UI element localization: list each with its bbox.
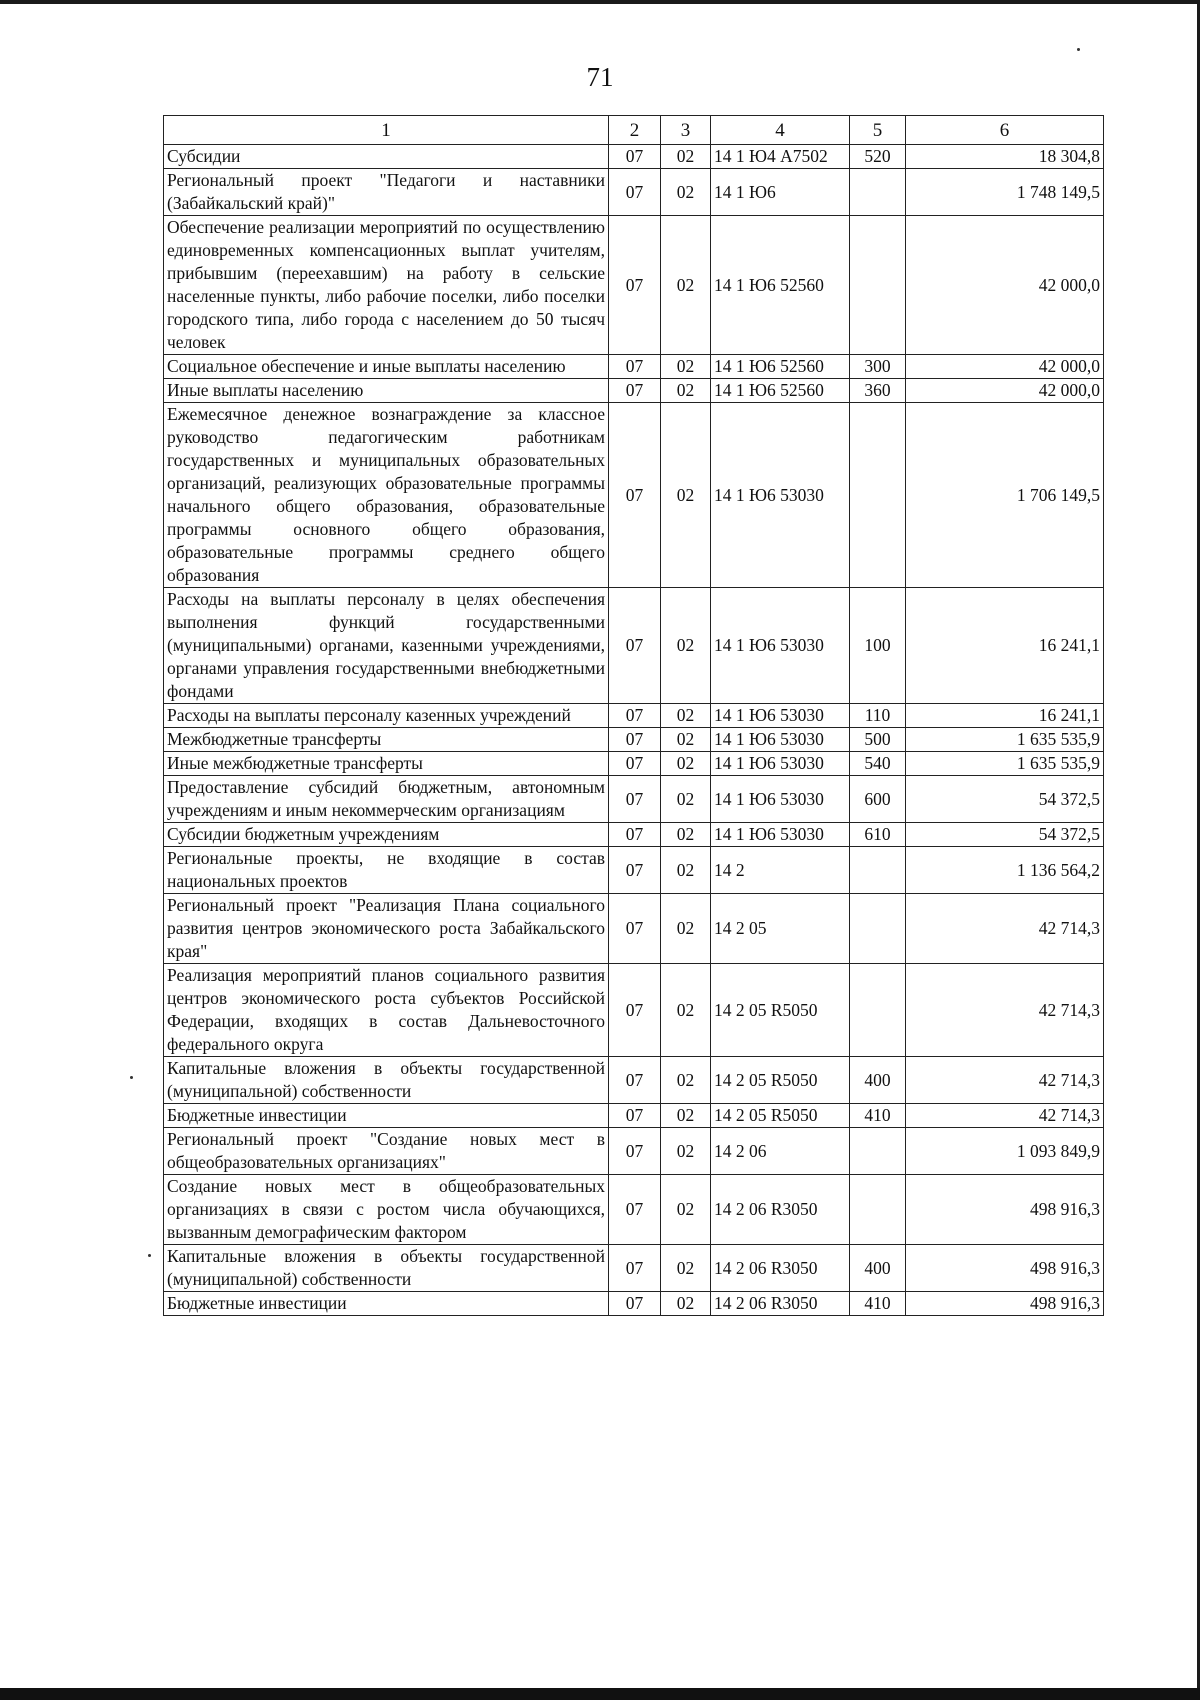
subsection-code-cell: 02 [661,216,711,355]
table-row [164,752,1104,776]
target-article-cell: 14 2 06 [711,1128,850,1175]
section-code-cell: 07 [609,588,661,704]
target-article-cell: 14 1 Ю6 53030 [711,704,850,728]
table-row [164,1292,1104,1316]
target-article-cell: 14 1 Ю6 52560 [711,216,850,355]
amount-cell: 498 916,3 [906,1292,1104,1316]
row-name-cell: Иные выплаты населению [164,379,609,403]
target-article-cell: 14 1 Ю6 53030 [711,728,850,752]
target-article-cell: 14 2 06 R3050 [711,1175,850,1245]
amount-cell: 42 714,3 [906,894,1104,964]
amount-cell: 42 000,0 [906,379,1104,403]
subsection-code-cell: 02 [661,588,711,704]
table-header-row [164,116,1104,145]
column-header: 3 [661,116,711,145]
amount-cell: 42 714,3 [906,1104,1104,1128]
amount-cell: 498 916,3 [906,1175,1104,1245]
subsection-code-cell: 02 [661,823,711,847]
row-name-cell: Межбюджетные трансферты [164,728,609,752]
column-header: 1 [164,116,609,145]
target-article-cell: 14 1 Ю6 [711,169,850,216]
scan-speck [148,1254,151,1257]
expense-type-cell: 100 [850,588,906,704]
page-number: 71 [586,62,614,92]
expense-type-cell: 400 [850,1245,906,1292]
row-name-cell: Иные межбюджетные трансферты [164,752,609,776]
amount-cell: 1 748 149,5 [906,169,1104,216]
target-article-cell: 14 2 05 R5050 [711,964,850,1057]
scan-speck [1077,48,1080,51]
expense-type-cell [850,403,906,588]
expense-type-cell [850,894,906,964]
section-code-cell: 07 [609,1128,661,1175]
subsection-code-cell: 02 [661,964,711,1057]
table-row [164,704,1104,728]
subsection-code-cell: 02 [661,847,711,894]
expense-type-cell [850,169,906,216]
section-code-cell: 07 [609,964,661,1057]
expense-type-cell: 610 [850,823,906,847]
row-name-cell: Реализация мероприятий планов социального развития центров экономического роста субъектов Российской Федерации, входящих в состав Дальневосточного федерального округа [164,964,609,1057]
target-article-cell: 14 2 05 R5050 [711,1057,850,1104]
row-name-cell: Расходы на выплаты персоналу в целях обеспечения выполнения функций государственными (муниципальными) органами, казенными учреждениями, органами управления государственными внебюджетными фондами [164,588,609,704]
subsection-code-cell: 02 [661,1057,711,1104]
row-name-cell: Капитальные вложения в объекты государственной (муниципальной) собственности [164,1057,609,1104]
target-article-cell: 14 1 Ю6 53030 [711,776,850,823]
section-code-cell: 07 [609,216,661,355]
table-row [164,145,1104,169]
subsection-code-cell: 02 [661,1292,711,1316]
amount-cell: 1 706 149,5 [906,403,1104,588]
amount-cell: 42 000,0 [906,216,1104,355]
table-row [164,776,1104,823]
section-code-cell: 07 [609,847,661,894]
expense-type-cell: 540 [850,752,906,776]
row-name-cell: Региональный проект "Создание новых мест в общеобразовательных организациях" [164,1128,609,1175]
amount-cell: 16 241,1 [906,704,1104,728]
subsection-code-cell: 02 [661,1245,711,1292]
section-code-cell: 07 [609,355,661,379]
section-code-cell: 07 [609,728,661,752]
row-name-cell: Предоставление субсидий бюджетным, автономным учреждениям и иным некоммерческим организациям [164,776,609,823]
section-code-cell: 07 [609,379,661,403]
table-row [164,403,1104,588]
subsection-code-cell: 02 [661,894,711,964]
section-code-cell: 07 [609,403,661,588]
row-name-cell: Ежемесячное денежное вознаграждение за классное руководство педагогическим работникам государственных и муниципальных образовательных организаций, реализующих образовательные программы начального общего образования, образовательные программы основного общего образования, образовательные программы среднего общего образования [164,403,609,588]
subsection-code-cell: 02 [661,1128,711,1175]
row-name-cell: Региональный проект "Педагоги и наставники (Забайкальский край)" [164,169,609,216]
row-name-cell: Субсидии бюджетным учреждениям [164,823,609,847]
scan-speck [130,1076,133,1079]
section-code-cell: 07 [609,704,661,728]
target-article-cell: 14 1 Ю4 А7502 [711,145,850,169]
expense-type-cell: 410 [850,1104,906,1128]
table-body [164,145,1104,1316]
table-row [164,1104,1104,1128]
row-name-cell: Создание новых мест в общеобразовательных организациях в связи с ростом числа обучающихся, вызванным демографическим фактором [164,1175,609,1245]
expense-type-cell [850,847,906,894]
section-code-cell: 07 [609,169,661,216]
expense-type-cell: 500 [850,728,906,752]
row-name-cell: Региональный проект "Реализация Плана социального развития центров экономического роста Забайкальского края" [164,894,609,964]
section-code-cell: 07 [609,752,661,776]
row-name-cell: Бюджетные инвестиции [164,1292,609,1316]
amount-cell: 16 241,1 [906,588,1104,704]
row-name-cell: Социальное обеспечение и иные выплаты населению [164,355,609,379]
expense-type-cell [850,216,906,355]
section-code-cell: 07 [609,1292,661,1316]
column-header: 2 [609,116,661,145]
table-row [164,1057,1104,1104]
target-article-cell: 14 2 05 [711,894,850,964]
subsection-code-cell: 02 [661,704,711,728]
table-row [164,847,1104,894]
section-code-cell: 07 [609,1057,661,1104]
subsection-code-cell: 02 [661,169,711,216]
amount-cell: 1 635 535,9 [906,752,1104,776]
expense-type-cell: 410 [850,1292,906,1316]
target-article-cell: 14 1 Ю6 53030 [711,588,850,704]
table-row [164,379,1104,403]
amount-cell: 42 000,0 [906,355,1104,379]
target-article-cell: 14 2 06 R3050 [711,1245,850,1292]
subsection-code-cell: 02 [661,1104,711,1128]
scan-bottom-edge [0,1688,1200,1700]
expense-type-cell: 520 [850,145,906,169]
target-article-cell: 14 1 Ю6 53030 [711,823,850,847]
target-article-cell: 14 2 06 R3050 [711,1292,850,1316]
table-row [164,728,1104,752]
table-row [164,823,1104,847]
row-name-cell: Субсидии [164,145,609,169]
row-name-cell: Бюджетные инвестиции [164,1104,609,1128]
table-row [164,894,1104,964]
row-name-cell: Расходы на выплаты персоналу казенных учреждений [164,704,609,728]
section-code-cell: 07 [609,145,661,169]
subsection-code-cell: 02 [661,355,711,379]
table-row [164,588,1104,704]
amount-cell: 54 372,5 [906,776,1104,823]
table-row [164,1128,1104,1175]
section-code-cell: 07 [609,823,661,847]
target-article-cell: 14 1 Ю6 52560 [711,355,850,379]
subsection-code-cell: 02 [661,145,711,169]
row-name-cell: Региональные проекты, не входящие в состав национальных проектов [164,847,609,894]
amount-cell: 1 093 849,9 [906,1128,1104,1175]
expense-type-cell [850,1128,906,1175]
target-article-cell: 14 1 Ю6 53030 [711,403,850,588]
subsection-code-cell: 02 [661,1175,711,1245]
column-header: 4 [711,116,850,145]
amount-cell: 1 635 535,9 [906,728,1104,752]
subsection-code-cell: 02 [661,728,711,752]
budget-table [163,115,1104,1316]
target-article-cell: 14 1 Ю6 52560 [711,379,850,403]
row-name-cell: Капитальные вложения в объекты государственной (муниципальной) собственности [164,1245,609,1292]
subsection-code-cell: 02 [661,752,711,776]
target-article-cell: 14 1 Ю6 53030 [711,752,850,776]
subsection-code-cell: 02 [661,379,711,403]
table-row [164,964,1104,1057]
subsection-code-cell: 02 [661,403,711,588]
expense-type-cell [850,1175,906,1245]
table-row [164,1245,1104,1292]
section-code-cell: 07 [609,1104,661,1128]
expense-type-cell: 360 [850,379,906,403]
amount-cell: 42 714,3 [906,1057,1104,1104]
column-header: 5 [850,116,906,145]
subsection-code-cell: 02 [661,776,711,823]
section-code-cell: 07 [609,1245,661,1292]
section-code-cell: 07 [609,894,661,964]
expense-type-cell [850,964,906,1057]
amount-cell: 498 916,3 [906,1245,1104,1292]
amount-cell: 18 304,8 [906,145,1104,169]
column-header: 6 [906,116,1104,145]
amount-cell: 1 136 564,2 [906,847,1104,894]
target-article-cell: 14 2 [711,847,850,894]
amount-cell: 54 372,5 [906,823,1104,847]
table-row [164,1175,1104,1245]
expense-type-cell: 400 [850,1057,906,1104]
target-article-cell: 14 2 05 R5050 [711,1104,850,1128]
row-name-cell: Обеспечение реализации мероприятий по осуществлению единовременных компенсационных выплат учителям, прибывшим (переехавшим) на работу в сельские населенные пункты, либо рабочие поселки, либо поселки городского типа, либо города с населением до 50 тысяч человек [164,216,609,355]
amount-cell: 42 714,3 [906,964,1104,1057]
table-row [164,216,1104,355]
section-code-cell: 07 [609,776,661,823]
table-row [164,169,1104,216]
table-row [164,355,1104,379]
expense-type-cell: 110 [850,704,906,728]
section-code-cell: 07 [609,1175,661,1245]
expense-type-cell: 600 [850,776,906,823]
scan-top-edge [0,0,1200,4]
expense-type-cell: 300 [850,355,906,379]
